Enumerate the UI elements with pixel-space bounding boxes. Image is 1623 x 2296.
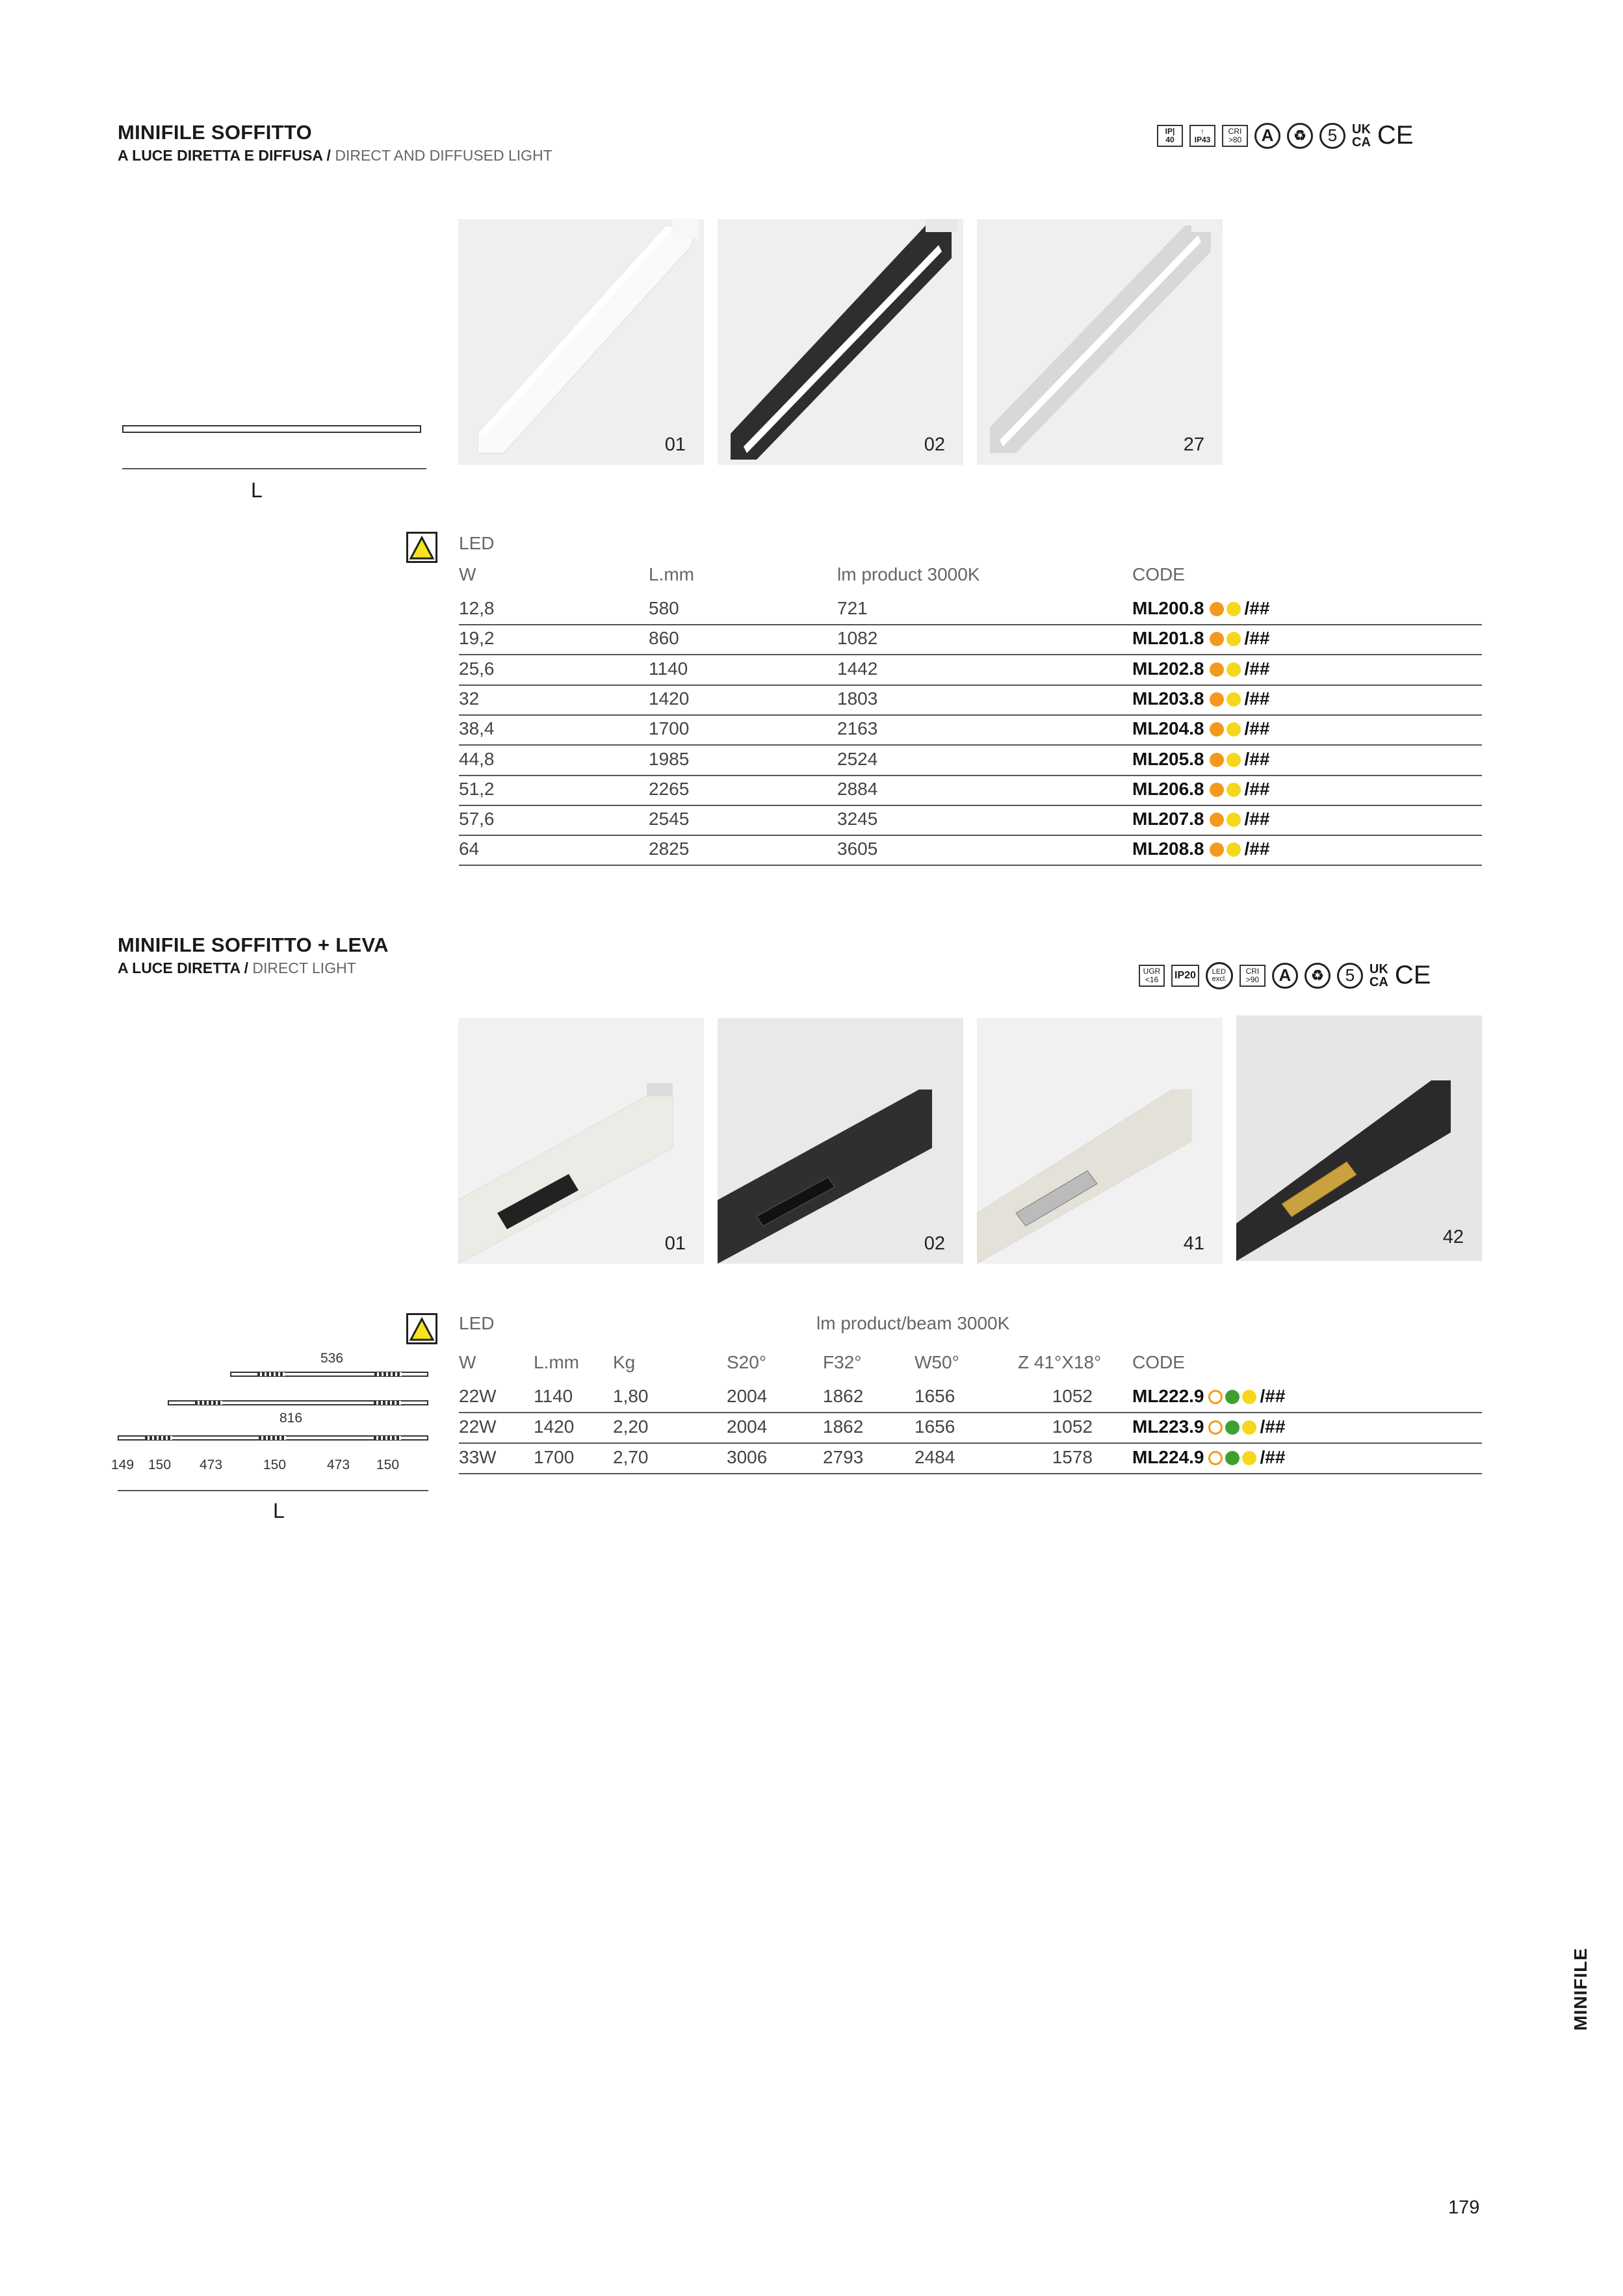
color-dot-icon <box>1225 1420 1240 1435</box>
section2-photo-white <box>458 1018 704 1264</box>
color-dot-icon <box>1242 1390 1256 1404</box>
product-code: ML223.9 <box>1132 1416 1204 1437</box>
cell-z41x18: 1578 <box>1052 1447 1093 1467</box>
dimension-bottom-5: 150 <box>376 1457 400 1472</box>
code-suffix: /## <box>1244 598 1270 618</box>
section2-cert-icons <box>1139 961 1431 990</box>
section2-dimension-label: L <box>273 1499 285 1522</box>
cell-code <box>1132 809 1269 829</box>
section2-title: MINIFILE SOFFITTO + LEVA <box>118 933 389 956</box>
section2-dimension-line <box>118 1490 428 1491</box>
dimension-536: 536 <box>320 1351 344 1366</box>
cell-watt: 25,6 <box>459 658 495 679</box>
product-code: ML224.9 <box>1132 1447 1204 1467</box>
dimension-bottom-3: 150 <box>263 1457 287 1472</box>
code-suffix: /## <box>1244 688 1270 709</box>
cell-w50: 2484 <box>915 1447 955 1467</box>
product-code: ML200.8 <box>1132 598 1204 618</box>
color-dot-icon <box>1210 783 1224 797</box>
section1-title: MINIFILE SOFFITTO <box>118 121 313 144</box>
cell-code <box>1132 598 1269 619</box>
cell-length: 1420 <box>649 688 690 709</box>
led-module <box>374 1401 401 1405</box>
warning-triangle-icon <box>408 534 435 561</box>
warranty-5-icon: 5 <box>1319 123 1345 149</box>
color-dot-icon <box>1242 1420 1256 1435</box>
ukca-icon: UK CA <box>1369 961 1388 989</box>
cell-watt: 38,4 <box>459 718 495 739</box>
header-f32: F32° <box>823 1352 862 1372</box>
color-dot-icon <box>1227 842 1241 857</box>
photo-label: 02 <box>924 1233 945 1254</box>
cell-length: 2265 <box>649 778 690 799</box>
cell-s20: 2004 <box>727 1416 768 1437</box>
cell-lumen: 721 <box>837 598 868 618</box>
color-dot-icon <box>1210 842 1224 857</box>
section1-cert-icons <box>1157 121 1413 150</box>
color-dot-icon <box>1225 1451 1240 1465</box>
section1-photo-white <box>458 219 704 465</box>
section2-subtitle-bold: A LUCE DIRETTA / <box>118 959 249 976</box>
cri90-cert-icon: CRI >90 <box>1240 965 1266 987</box>
code-suffix: /## <box>1244 778 1270 799</box>
header-w: W <box>459 564 476 584</box>
product-code: ML222.9 <box>1132 1386 1204 1406</box>
cell-length: 1985 <box>649 748 690 769</box>
cell-lumen: 1803 <box>837 688 878 709</box>
white-leva-fixture-image <box>458 1018 704 1264</box>
product-code: ML206.8 <box>1132 778 1204 799</box>
cell-z41x18: 1052 <box>1052 1386 1093 1406</box>
product-code: ML204.8 <box>1132 718 1204 739</box>
section2-photo-black <box>718 1018 963 1264</box>
cell-kg: 2,70 <box>613 1447 649 1467</box>
warning-triangle-icon <box>408 1315 435 1342</box>
table-row <box>459 685 1482 716</box>
section2-subtitle-rest: DIRECT LIGHT <box>248 959 356 976</box>
cell-watt: 12,8 <box>459 598 495 618</box>
table-group-label: lm product/beam 3000K <box>816 1313 1010 1333</box>
section1-subtitle-bold: A LUCE DIRETTA E DIFFUSA / <box>118 147 331 164</box>
photo-label: 41 <box>1183 1233 1204 1254</box>
cell-w50: 1656 <box>915 1386 955 1406</box>
side-section-label: MINIFILE <box>1570 1948 1591 2031</box>
ukca-icon: UK CA <box>1352 122 1371 150</box>
cell-length: 1140 <box>649 658 688 679</box>
recycle-icon: ♻ <box>1287 123 1313 149</box>
header-lumen: lm product 3000K <box>837 564 980 584</box>
product-code: ML205.8 <box>1132 748 1204 769</box>
color-dot-icon <box>1227 813 1241 827</box>
cell-code <box>1132 718 1269 739</box>
header-kg: Kg <box>613 1352 636 1372</box>
table-row <box>459 714 1482 746</box>
cell-z41x18: 1052 <box>1052 1416 1093 1437</box>
code-suffix: /## <box>1244 748 1270 769</box>
header-w50: W50° <box>915 1352 959 1372</box>
color-dot-icon <box>1208 1420 1223 1435</box>
cell-code <box>1132 1416 1285 1437</box>
header-length: L.mm <box>649 564 694 584</box>
cell-code <box>1132 839 1269 859</box>
dimension-bottom-0: 149 <box>111 1457 135 1472</box>
color-dot-icon <box>1227 722 1241 737</box>
color-dot-icon <box>1227 753 1241 767</box>
cell-s20: 2004 <box>727 1386 768 1406</box>
cell-kg: 1,80 <box>613 1386 649 1406</box>
code-suffix: /## <box>1244 628 1270 649</box>
color-dot-icon <box>1210 813 1224 827</box>
section2-photo-gold <box>1236 1015 1482 1261</box>
section1-profile-drawing <box>122 425 421 433</box>
cell-watt: 32 <box>459 688 480 709</box>
cell-code <box>1132 628 1269 649</box>
dimension-bottom-2: 473 <box>200 1457 223 1472</box>
cell-code <box>1132 779 1269 800</box>
silver-fixture-image <box>977 219 1223 465</box>
black-fixture-image <box>718 219 963 465</box>
color-dot-icon <box>1210 753 1224 767</box>
section1-photo-black <box>718 219 963 465</box>
code-suffix: /## <box>1244 839 1270 859</box>
black-gold-leva-fixture-image <box>1236 1015 1482 1261</box>
code-suffix: /## <box>1260 1386 1286 1406</box>
cell-watt: 33W <box>459 1447 497 1467</box>
product-code: ML202.8 <box>1132 658 1204 679</box>
photo-label: 02 <box>924 434 945 455</box>
black-leva-fixture-image <box>718 1018 963 1264</box>
cell-f32: 2793 <box>823 1447 864 1467</box>
cell-watt: 51,2 <box>459 778 495 799</box>
code-suffix: /## <box>1244 658 1270 679</box>
led-module <box>257 1372 285 1376</box>
cell-lumen: 1442 <box>837 658 878 679</box>
header-length: L.mm <box>534 1352 579 1372</box>
energy-class-a-icon: A <box>1254 123 1280 149</box>
color-dot-icon <box>1208 1390 1223 1404</box>
table-row <box>459 835 1482 866</box>
dimension-816: 816 <box>279 1411 303 1426</box>
cell-watt: 57,6 <box>459 809 495 829</box>
code-suffix: /## <box>1244 718 1270 739</box>
cell-watt: 44,8 <box>459 748 495 769</box>
cell-lumen: 3245 <box>837 809 878 829</box>
color-dot-icon <box>1210 692 1224 707</box>
energy-class-a-icon: A <box>1272 963 1298 989</box>
cell-watt: 64 <box>459 839 480 859</box>
table-type-label: LED <box>459 1313 495 1333</box>
header-z41x18: Z 41°X18° <box>1018 1352 1102 1372</box>
color-dot-icon <box>1210 662 1224 677</box>
product-code: ML208.8 <box>1132 839 1204 859</box>
cri80-cert-icon: CRI >80 <box>1222 125 1248 147</box>
cell-length: 2825 <box>649 839 690 859</box>
cell-w50: 1656 <box>915 1416 955 1437</box>
header-s20: S20° <box>727 1352 767 1372</box>
code-suffix: /## <box>1260 1416 1286 1437</box>
led-warning-icon <box>406 1313 437 1344</box>
led-module <box>259 1436 286 1440</box>
cell-code <box>1132 688 1269 709</box>
color-dot-icon <box>1208 1451 1223 1465</box>
section1-dimension-line <box>122 468 426 469</box>
ip43-cert-icon: ↑ IP43 <box>1189 125 1215 147</box>
led-module <box>145 1436 172 1440</box>
section1-subtitle-rest: DIRECT AND DIFFUSED LIGHT <box>330 147 552 164</box>
table-row <box>459 775 1482 806</box>
section1-subtitle <box>118 147 552 164</box>
cell-length: 1700 <box>534 1447 575 1467</box>
cell-length: 580 <box>649 598 679 618</box>
color-dot-icon <box>1227 632 1241 646</box>
color-dot-icon <box>1210 602 1224 616</box>
cell-code <box>1132 749 1269 770</box>
header-code: CODE <box>1132 1352 1185 1372</box>
product-code: ML201.8 <box>1132 628 1204 649</box>
cell-s20: 3006 <box>727 1447 768 1467</box>
cell-lumen: 1082 <box>837 628 878 649</box>
side-label-wrapper <box>1568 1924 1594 2054</box>
cell-lumen: 2163 <box>837 718 878 739</box>
color-dot-icon <box>1210 632 1224 646</box>
ce-icon: CE <box>1377 121 1414 150</box>
header-code: CODE <box>1132 564 1185 584</box>
cell-kg: 2,20 <box>613 1416 649 1437</box>
color-dot-icon <box>1225 1390 1240 1404</box>
cell-lumen: 3605 <box>837 839 878 859</box>
color-dot-icon <box>1227 662 1241 677</box>
led-module <box>374 1436 401 1440</box>
table-row <box>459 1382 1482 1413</box>
ip40-cert-icon: IP| 40 <box>1157 125 1183 147</box>
table-row <box>459 805 1482 836</box>
section2-subtitle <box>118 959 356 977</box>
cell-code <box>1132 1447 1285 1468</box>
table-row <box>459 624 1482 655</box>
color-dot-icon <box>1227 602 1241 616</box>
section1-dimension-label: L <box>251 478 263 502</box>
led-warning-icon <box>406 532 437 563</box>
table-row <box>459 1443 1482 1474</box>
cell-code <box>1132 659 1269 679</box>
dimension-bottom-1: 150 <box>148 1457 172 1472</box>
cell-length: 1420 <box>534 1416 575 1437</box>
color-dot-icon <box>1210 722 1224 737</box>
table-row <box>459 655 1482 686</box>
cell-f32: 1862 <box>823 1416 864 1437</box>
warranty-5-icon: 5 <box>1337 963 1363 989</box>
cell-length: 1700 <box>649 718 690 739</box>
profile-816-drawing <box>168 1400 428 1405</box>
product-code: ML207.8 <box>1132 809 1204 829</box>
code-suffix: /## <box>1260 1447 1286 1467</box>
header-w: W <box>459 1352 476 1372</box>
table-row <box>459 594 1482 625</box>
color-dot-icon <box>1242 1451 1256 1465</box>
cell-length: 860 <box>649 628 679 649</box>
color-dot-icon <box>1227 692 1241 707</box>
cell-lumen: 2884 <box>837 778 878 799</box>
photo-label: 42 <box>1442 1227 1464 1247</box>
recycle-icon: ♻ <box>1305 963 1331 989</box>
section1-photo-silver <box>977 219 1223 465</box>
cell-watt: 22W <box>459 1416 497 1437</box>
section2-photo-cream <box>977 1018 1223 1264</box>
cream-leva-fixture-image <box>977 1018 1223 1264</box>
ip20-cert-icon: IP20 <box>1171 965 1199 987</box>
cell-watt: 19,2 <box>459 628 495 649</box>
cell-f32: 1862 <box>823 1386 864 1406</box>
led-module <box>374 1372 402 1376</box>
table-row <box>459 1413 1482 1444</box>
led-module <box>195 1401 222 1405</box>
code-suffix: /## <box>1244 809 1270 829</box>
product-code: ML203.8 <box>1132 688 1204 709</box>
cell-watt: 22W <box>459 1386 497 1406</box>
profile-536-drawing <box>230 1372 428 1377</box>
table-row <box>459 745 1482 776</box>
table-type-label: LED <box>459 533 495 553</box>
profile-full-drawing <box>118 1435 428 1441</box>
ce-icon: CE <box>1394 961 1431 989</box>
led-excluded-icon: LED excl. <box>1206 962 1233 989</box>
cell-length: 2545 <box>649 809 690 829</box>
cell-code <box>1132 1386 1285 1407</box>
photo-label: 27 <box>1183 434 1204 455</box>
page-number: 179 <box>1448 2197 1480 2218</box>
dimension-bottom-4: 473 <box>327 1457 350 1472</box>
cell-lumen: 2524 <box>837 748 878 769</box>
cell-length: 1140 <box>534 1386 573 1406</box>
ugr16-cert-icon: UGR <16 <box>1139 965 1165 987</box>
photo-label: 01 <box>664 1233 686 1254</box>
color-dot-icon <box>1227 783 1241 797</box>
white-fixture-image <box>458 219 704 465</box>
photo-label: 01 <box>664 434 686 455</box>
